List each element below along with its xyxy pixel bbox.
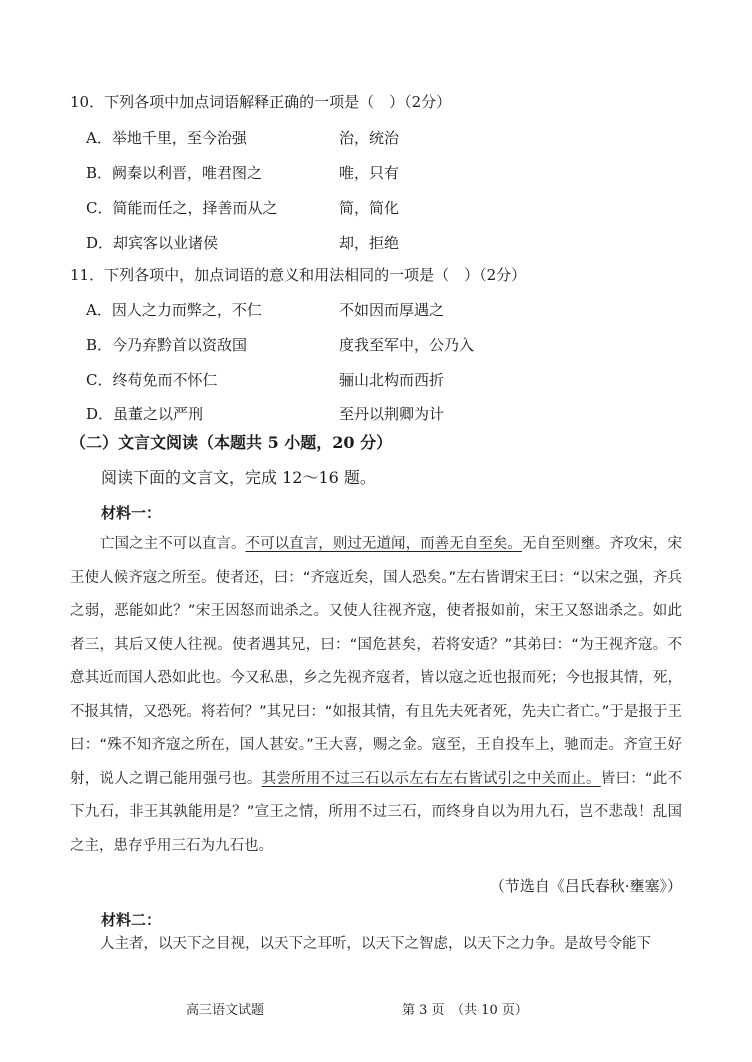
q11-option-b: B．今乃弃黔首以资敌国 — [86, 336, 248, 354]
passage-text: 无自至则壅。齐攻宋，宋王使人候齐寇之所至。使者还，曰：“齐寇近矣，国人恐矣。”左右皆谓宋王曰：“以宋之强，齐兵之弱，恶能如此？”宋王因怒而诎杀之。又使人往视齐寇，使者报如前，宋王又怒诎杀之。如此者三，其后又使人往视。使者遇其兄，曰：“国危甚矣，若将安适？”其弟曰：“为王视齐寇。不意其近而国人恐如此也。今又私患，乡之先视齐寇者，皆以寇之近也报而死；今也报其情，死，不报其情，又恐死。将若何？”其兄曰：“如报其情，有且先夫死者死，先夫亡者亡。”于是报于王曰：“殊不知齐寇之所在，国人甚安。”王大喜，赐之金。寇至，王自投车上，驰而走。齐宣王好射，说人之谓己能用强弓也。 — [70, 536, 683, 787]
material-1-passage — [70, 528, 682, 863]
passage-text: 亡国之主不可以直言。 — [100, 536, 246, 552]
q11-option-c: C．终苟免而不怀仁 — [86, 371, 218, 389]
q10-option-d: D．却宾客以业诸侯 — [86, 234, 219, 252]
source-citation: （节选自《吕氏春秋·壅塞》） — [489, 877, 682, 895]
footer-page-number: 第 3 页 （共 10 页） — [402, 1003, 528, 1018]
underlined-sentence-1: 不可以直言，则过无道闻，而善无自至矣。 — [245, 536, 522, 552]
material-2-passage: 人主者，以天下之目视，以天下之耳听，以天下之智虑，以天下之力争。是故号令能下 — [100, 936, 651, 952]
section-heading: （二）文言文阅读（本题共 5 小题，20 分） — [70, 433, 393, 452]
footer-subject: 高三语文试题 — [186, 1003, 265, 1018]
q10-answer-c: 简，简化 — [339, 199, 400, 217]
q11-answer-c: 骊山北构而西折 — [339, 371, 445, 389]
q11-option-a: A．因人之力而弊之，不仁 — [86, 301, 262, 319]
q11-answer-b: 度我至军中，公乃入 — [339, 336, 475, 354]
q10-stem: 10．下列各项中加点词语解释正确的一项是（ ）（2分） — [70, 93, 452, 111]
q10-answer-b: 唯，只有 — [339, 164, 400, 182]
q11-answer-a: 不如因而厚遇之 — [339, 301, 445, 319]
material-1-title: 材料一： — [101, 504, 162, 522]
q10-option-a: A．举地千里，至今治强 — [86, 129, 247, 147]
q10-answer-a: 治，统治 — [339, 129, 400, 147]
underlined-sentence-2: 其尝所用不过三石以示左右左右皆试引之中关而止。 — [261, 770, 601, 787]
material-2-title: 材料二： — [101, 911, 162, 929]
passage-text: 皆曰：“此不下九石，非王其孰能用是？”宣王之情，所用不过三石，而终身自以为用九石，岂不悲哉！乱国之主，患存乎用三石为九石也。 — [70, 770, 683, 854]
q11-answer-d: 至丹以荆卿为计 — [339, 405, 445, 423]
q11-option-d: D．虽董之以严刑 — [86, 405, 204, 423]
q10-answer-d: 却，拒绝 — [339, 234, 400, 252]
q10-option-b: B．阙秦以利晋，唯君图之 — [86, 164, 263, 182]
section-instruction: 阅读下面的文言文，完成 12～16 题。 — [101, 468, 376, 487]
q11-stem: 11．下列各项中，加点词语的意义和用法相同的一项是（ ）（2分） — [70, 266, 527, 284]
q10-option-c: C．简能而任之，择善而从之 — [86, 199, 278, 217]
